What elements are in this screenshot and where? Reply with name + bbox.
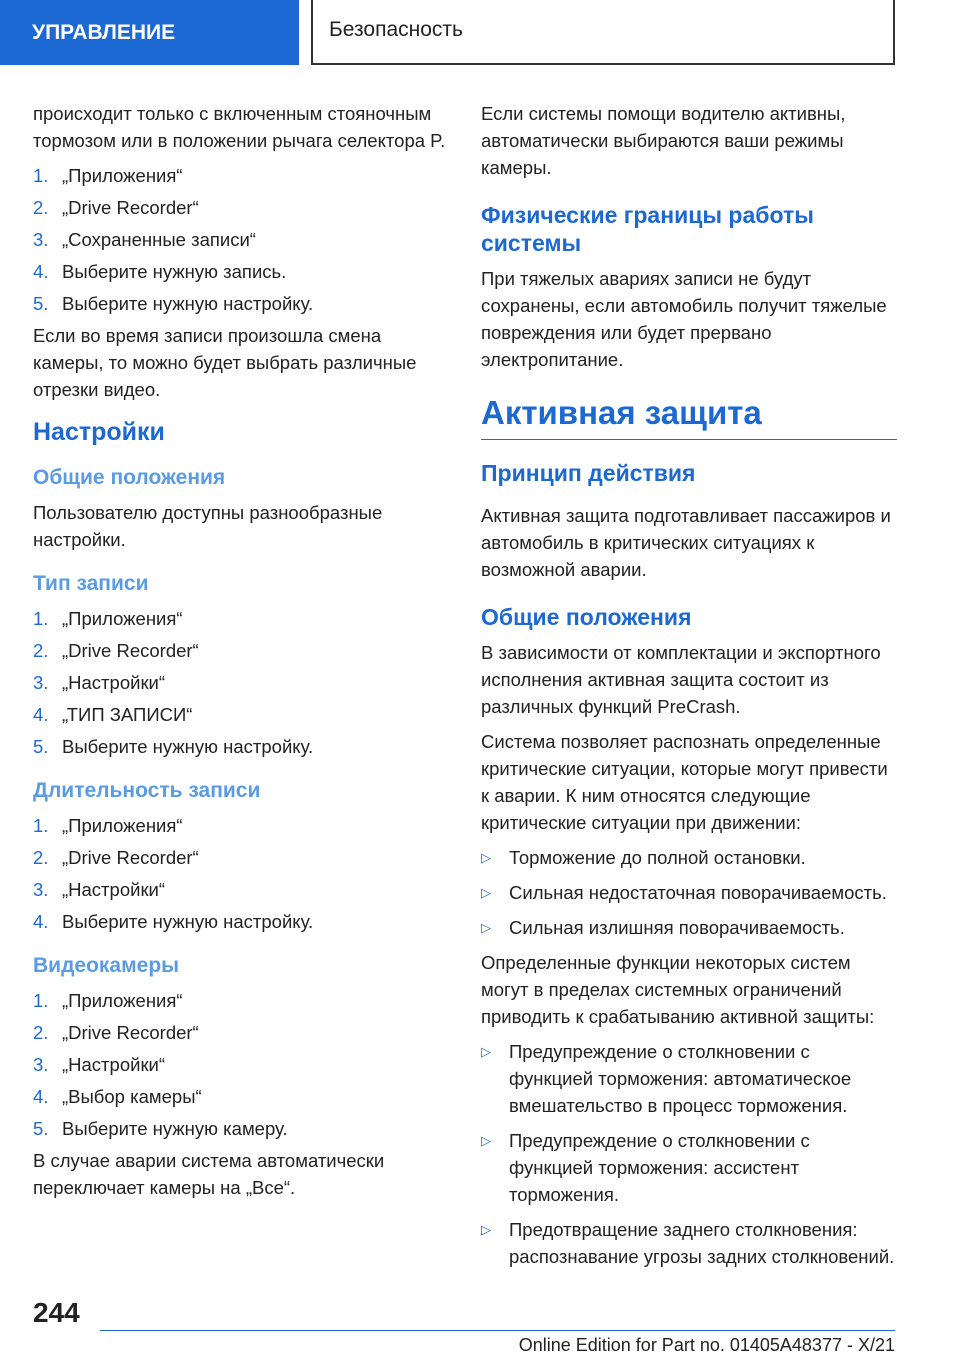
step-number: 4. bbox=[33, 704, 49, 725]
paragraph: Пользователю доступны разнообразные настройки. bbox=[33, 502, 383, 550]
list-item bbox=[33, 812, 451, 839]
step-number: 2. bbox=[33, 847, 49, 868]
step-number: 2. bbox=[33, 640, 49, 661]
paragraph: Если системы помощи водителю активны, автоматически выбираются ваши режимы камеры. bbox=[481, 103, 846, 178]
step-text: „Drive Recorder“ bbox=[62, 197, 199, 218]
steps-list bbox=[33, 812, 451, 935]
list-item bbox=[33, 637, 451, 664]
bullet-text: Предотвращение заднего столкновения: распознавание угрозы задних столкновений. bbox=[509, 1219, 895, 1267]
bullet-text: Сильная недостаточная поворачиваемость. bbox=[509, 882, 887, 903]
bullet-item bbox=[481, 1127, 897, 1208]
list-item bbox=[33, 1051, 451, 1078]
step-text: „Сохраненные записи“ bbox=[62, 229, 256, 250]
bullet-text: Сильная излишняя поворачиваемость. bbox=[509, 917, 845, 938]
step-text: „Настройки“ bbox=[62, 1054, 166, 1075]
paragraph: Активная защита подготавливает пассажиров и автомобиль в критических ситуациях к возможной аварии. bbox=[481, 505, 891, 580]
step-text: „Настройки“ bbox=[62, 879, 166, 900]
paragraph: происходит только с включенным стояночным тормозом или в положении рычага селектора P. bbox=[33, 103, 446, 151]
triangle-bullet-icon: ▷ bbox=[481, 1222, 491, 1237]
triangle-bullet-icon: ▷ bbox=[481, 920, 491, 935]
heading-principle: Принцип действия bbox=[481, 460, 696, 486]
step-number: 1. bbox=[33, 608, 49, 629]
step-text: „Настройки“ bbox=[62, 672, 166, 693]
triangle-bullet-icon: ▷ bbox=[481, 1044, 491, 1059]
bullet-text: Торможение до полной остановки. bbox=[509, 847, 806, 868]
paragraph: Определенные функции некоторых систем могут в пределах системных ограничений приводить к срабатыванию активной защиты: bbox=[481, 952, 875, 1027]
heading-system-limits: Физические границы работы системы bbox=[481, 202, 814, 256]
list-item bbox=[33, 194, 451, 221]
steps-list bbox=[33, 987, 451, 1142]
bullet-item bbox=[481, 1038, 897, 1119]
step-number: 3. bbox=[33, 1054, 49, 1075]
step-number: 1. bbox=[33, 815, 49, 836]
left-column bbox=[33, 100, 451, 1209]
heading-settings: Настройки bbox=[33, 418, 165, 446]
heading-record-type: Тип записи bbox=[33, 572, 149, 595]
step-text: „Drive Recorder“ bbox=[62, 640, 199, 661]
step-number: 3. bbox=[33, 879, 49, 900]
step-text: Выберите нужную запись. bbox=[62, 261, 287, 282]
step-number: 3. bbox=[33, 229, 49, 250]
heading-general: Общие положения bbox=[481, 604, 692, 630]
step-number: 5. bbox=[33, 736, 49, 757]
step-text: Выберите нужную настройку. bbox=[62, 911, 314, 932]
list-item bbox=[33, 1083, 451, 1110]
heading-cameras: Видеокамеры bbox=[33, 954, 180, 977]
page-number: 244 bbox=[33, 1297, 80, 1328]
list-item bbox=[33, 1115, 451, 1142]
paragraph: При тяжелых авариях записи не будут сохранены, если автомобиль получит тяжелые повреждения или будет прервано электропитание. bbox=[481, 268, 887, 370]
list-item bbox=[33, 876, 451, 903]
step-text: „ТИП ЗАПИСИ“ bbox=[62, 704, 193, 725]
step-number: 1. bbox=[33, 990, 49, 1011]
steps-list bbox=[33, 162, 451, 317]
triangle-bullet-icon: ▷ bbox=[481, 850, 491, 865]
heading-record-duration: Длительность записи bbox=[33, 779, 261, 802]
paragraph: Если во время записи произошла смена камеры, то можно будет выбрать различные отрезки видео. bbox=[33, 325, 417, 400]
step-number: 2. bbox=[33, 197, 49, 218]
bullet-item bbox=[481, 914, 897, 941]
list-item bbox=[33, 844, 451, 871]
step-text: „Drive Recorder“ bbox=[62, 1022, 199, 1043]
paragraph: В случае аварии система автоматически переключает камеры на „Все“. bbox=[33, 1150, 385, 1198]
list-item bbox=[33, 669, 451, 696]
step-number: 5. bbox=[33, 293, 49, 314]
step-text: Выберите нужную настройку. bbox=[62, 293, 314, 314]
list-item bbox=[33, 162, 451, 189]
step-text: „Приложения“ bbox=[62, 165, 183, 186]
step-number: 2. bbox=[33, 1022, 49, 1043]
step-text: Выберите нужную камеру. bbox=[62, 1118, 288, 1139]
bullet-item bbox=[481, 1216, 897, 1270]
heading-general: Общие положения bbox=[33, 466, 226, 489]
steps-list bbox=[33, 605, 451, 760]
step-text: „Drive Recorder“ bbox=[62, 847, 199, 868]
step-number: 1. bbox=[33, 165, 49, 186]
footer-divider bbox=[100, 1330, 895, 1331]
list-item bbox=[33, 908, 451, 935]
paragraph: Система позволяет распознать определенные критические ситуации, которые могут привести к аварии. К ним относятся следующие критические ситуации при движении: bbox=[481, 731, 888, 833]
triangle-bullet-icon: ▷ bbox=[481, 885, 491, 900]
list-item bbox=[33, 290, 451, 317]
section-tab[interactable]: УПРАВЛЕНИЕ bbox=[0, 0, 299, 65]
bullet-item bbox=[481, 844, 897, 871]
list-item bbox=[33, 226, 451, 253]
list-item bbox=[33, 733, 451, 760]
triangle-bullet-icon: ▷ bbox=[481, 1133, 491, 1148]
paragraph: В зависимости от комплектации и экспортного исполнения активная защита состоит из различных функций PreCrash. bbox=[481, 642, 881, 717]
step-text: „Приложения“ bbox=[62, 608, 183, 629]
list-item bbox=[33, 701, 451, 728]
step-text: „Приложения“ bbox=[62, 990, 183, 1011]
bullet-list bbox=[481, 844, 897, 941]
step-text: „Приложения“ bbox=[62, 815, 183, 836]
bullet-text: Предупреждение о столкновении с функцией торможения: автоматическое вмешательство в процесс торможения. bbox=[509, 1041, 852, 1116]
edition-footer: Online Edition for Part no. 01405A48377 - X/21 bbox=[518, 1335, 895, 1355]
heading-active-protection: Активная защита bbox=[481, 393, 897, 440]
step-number: 5. bbox=[33, 1118, 49, 1139]
bullet-text: Предупреждение о столкновении с функцией торможения: ассистент торможения. bbox=[509, 1130, 810, 1205]
step-text: Выберите нужную настройку. bbox=[62, 736, 314, 757]
list-item bbox=[33, 605, 451, 632]
bullet-list bbox=[481, 1038, 897, 1270]
step-number: 4. bbox=[33, 1086, 49, 1107]
step-number: 3. bbox=[33, 672, 49, 693]
step-number: 4. bbox=[33, 261, 49, 282]
step-text: „Выбор камеры“ bbox=[62, 1086, 202, 1107]
list-item bbox=[33, 1019, 451, 1046]
chapter-title: Безопасность bbox=[311, 0, 895, 65]
bullet-item bbox=[481, 879, 897, 906]
right-column bbox=[481, 100, 897, 1278]
list-item bbox=[33, 987, 451, 1014]
list-item bbox=[33, 258, 451, 285]
step-number: 4. bbox=[33, 911, 49, 932]
